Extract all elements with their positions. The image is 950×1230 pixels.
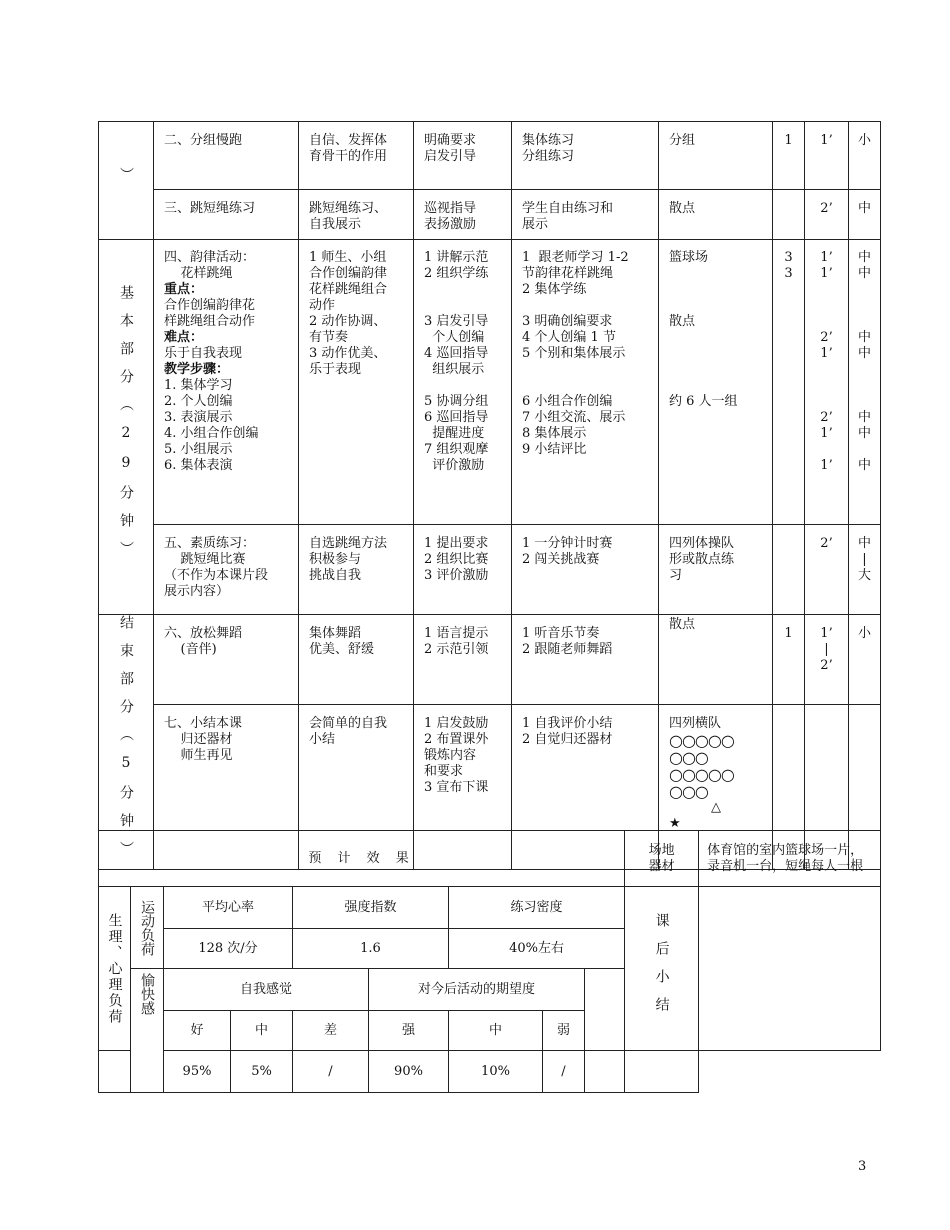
duration-cell: 1’ | 2’ (820, 626, 833, 673)
content-cell: 三、跳短绳练习 (164, 201, 256, 216)
content-cell: 二、分组慢跑 (164, 133, 243, 148)
density-value: 40%左右 (449, 929, 625, 969)
org-cell: 四列体操队 形或散点练 习 (669, 536, 735, 583)
purpose-cell: 会简单的自我 小结 (309, 715, 388, 747)
teacher-cell: 巡视指导 表扬激励 (424, 201, 477, 232)
formation-diagram: 四列横队 ○○○○○ ○○○ ○○○○○ ○○○ △ ★ (659, 705, 772, 838)
sport-load-label: 运动负荷 (131, 887, 164, 969)
table-row (99, 525, 881, 615)
duration-cell: 2’ (820, 201, 833, 216)
density-label: 练习密度 (449, 887, 625, 929)
summary-label: 课后小结 (625, 887, 699, 1051)
times-cell: 1 (784, 626, 793, 641)
heart-rate-value: 128 次/分 (164, 929, 293, 969)
feel-value: / (293, 1051, 369, 1093)
student-cell: 学生自由练习和 展示 (522, 201, 614, 232)
teacher-cell: 1 讲解示范 2 组织学练 3 启发引导 个人创编 4 巡回指导 组织展示 5 协调分组 6 巡回指导 提醒进度 7 组织观摩 评价激励 (424, 250, 489, 473)
page-number: 3 (858, 1159, 867, 1174)
purpose-cell: 自信、发挥体 育骨干的作用 (309, 133, 388, 164)
table-row (99, 240, 881, 525)
expected-effect-table (98, 830, 881, 1093)
org-cell: 散点 (669, 201, 696, 216)
purpose-cell: 跳短绳练习、 自我展示 (309, 201, 388, 232)
purpose-cell: 1 师生、小组 合作创编韵律 花样跳绳组合 动作 2 动作协调、 有节奏 3 动作优美、 乐于表现 (309, 250, 388, 377)
feel-header: 中 (231, 1011, 293, 1051)
venue-text: 体育馆的室内篮球场一片， 录音机一台，短绳每人一根 (699, 831, 881, 887)
expect-value: 90% (369, 1051, 449, 1093)
duration-cell: 1’ (820, 133, 833, 148)
purpose-cell: 自选跳绳方法 积极参与 挑战自我 (309, 536, 388, 583)
intensity-cell: 中 中 中 中 中 中 中 (857, 250, 871, 473)
content-cell: 七、小结本课 归还器材 师生再见 (164, 715, 243, 763)
org-cell: 分组 (669, 133, 696, 148)
intensity-cell: 小 (857, 626, 871, 641)
content-cell: 六、放松舞蹈 (音伴) (164, 626, 243, 657)
venue-label: 场地 器材 (625, 831, 699, 887)
summary-content (699, 887, 881, 1051)
formation-circles: ○○○○○ (669, 730, 734, 750)
lesson-plan-table (98, 121, 881, 870)
load-label: 生理、心理负荷 (99, 887, 131, 1051)
table-row (99, 190, 881, 240)
times-cell: 3 3 (784, 250, 793, 281)
teacher-cell: 1 提出要求 2 组织比赛 3 评价激励 (424, 536, 489, 583)
expectation-label: 对今后活动的期望度 (369, 969, 585, 1011)
expect-value: / (543, 1051, 585, 1093)
section-label-prep: ） (99, 122, 154, 240)
table-row (99, 615, 881, 705)
section-label-end: 结束部分（5分钟） (99, 615, 154, 870)
teacher-triangle-icon: △ (711, 799, 721, 815)
teacher-cell: 1 启发鼓励 2 布置课外 锻炼内容 和要求 3 宣布下课 (424, 715, 489, 795)
duration-cell: 2’ (820, 536, 833, 551)
content-cell: 四、韵律活动： 花样跳绳 重点： 合作创编韵律花 样跳绳组合动作 难点： 乐于自我表现 教学步骤： 1. 集体学习 2. 个人创编 3. 表演展示 4. 小组合作创编 5. 小组展示 6. 集体表演 (164, 250, 259, 473)
expect-header: 弱 (543, 1011, 585, 1051)
feel-value: 95% (164, 1051, 231, 1093)
times-cell: 1 (784, 133, 793, 148)
intensity-cell: 小 (857, 133, 871, 148)
expect-header: 中 (449, 1011, 543, 1051)
intensity-cell: 中 | 大 (857, 536, 871, 583)
section-label-basic: 基本部分（29分钟） (99, 240, 154, 615)
expected-effect-title: 预 计 效 果 (99, 831, 625, 887)
org-cell: 散点 (669, 617, 696, 632)
student-cell: 1 自我评价小结 2 自觉归还器材 (522, 715, 613, 747)
student-cell: 1 听音乐节奏 2 跟随老师舞蹈 (522, 626, 613, 657)
feel-header: 好 (164, 1011, 231, 1051)
student-cell: 集体练习 分组练习 (522, 133, 575, 164)
student-cell: 1 一分钟计时赛 2 闯关挑战赛 (522, 536, 613, 567)
teacher-cell: 明确要求 启发引导 (424, 133, 477, 164)
purpose-cell: 集体舞蹈 优美、舒缓 (309, 626, 375, 657)
org-cell: 篮球场 散点 约 6 人一组 (669, 250, 738, 409)
student-cell: 1 跟老师学习 1-2 节韵律花样跳绳 2 集体学练 3 明确创编要求 4 个人创编 1 节 5 个别和集体展示 6 小组合作创编 7 小组交流、展示 8 集体展示 9 小结评比 (522, 250, 629, 457)
content-cell: 五、素质练习： 跳短绳比赛 （不作为本课片段 展示内容） (164, 536, 269, 599)
feel-value: 5% (231, 1051, 293, 1093)
intensity-value: 1.6 (293, 929, 449, 969)
expect-value: 10% (449, 1051, 543, 1093)
teacher-cell: 1 语言提示 2 示范引领 (424, 626, 489, 657)
self-feel-label: 自我感觉 (164, 969, 369, 1011)
table-row (99, 122, 881, 190)
feel-header: 差 (293, 1011, 369, 1051)
intensity-cell: 中 (857, 201, 871, 216)
expect-header: 强 (369, 1011, 449, 1051)
heart-rate-label: 平均心率 (164, 887, 293, 929)
intensity-label: 强度指数 (293, 887, 449, 929)
star-icon: ★ (669, 815, 681, 831)
duration-cell: 1’ 1’ 2’ 1’ 2’ 1’ 1’ (820, 250, 833, 473)
pleasure-label: 愉快感 (131, 969, 164, 1093)
